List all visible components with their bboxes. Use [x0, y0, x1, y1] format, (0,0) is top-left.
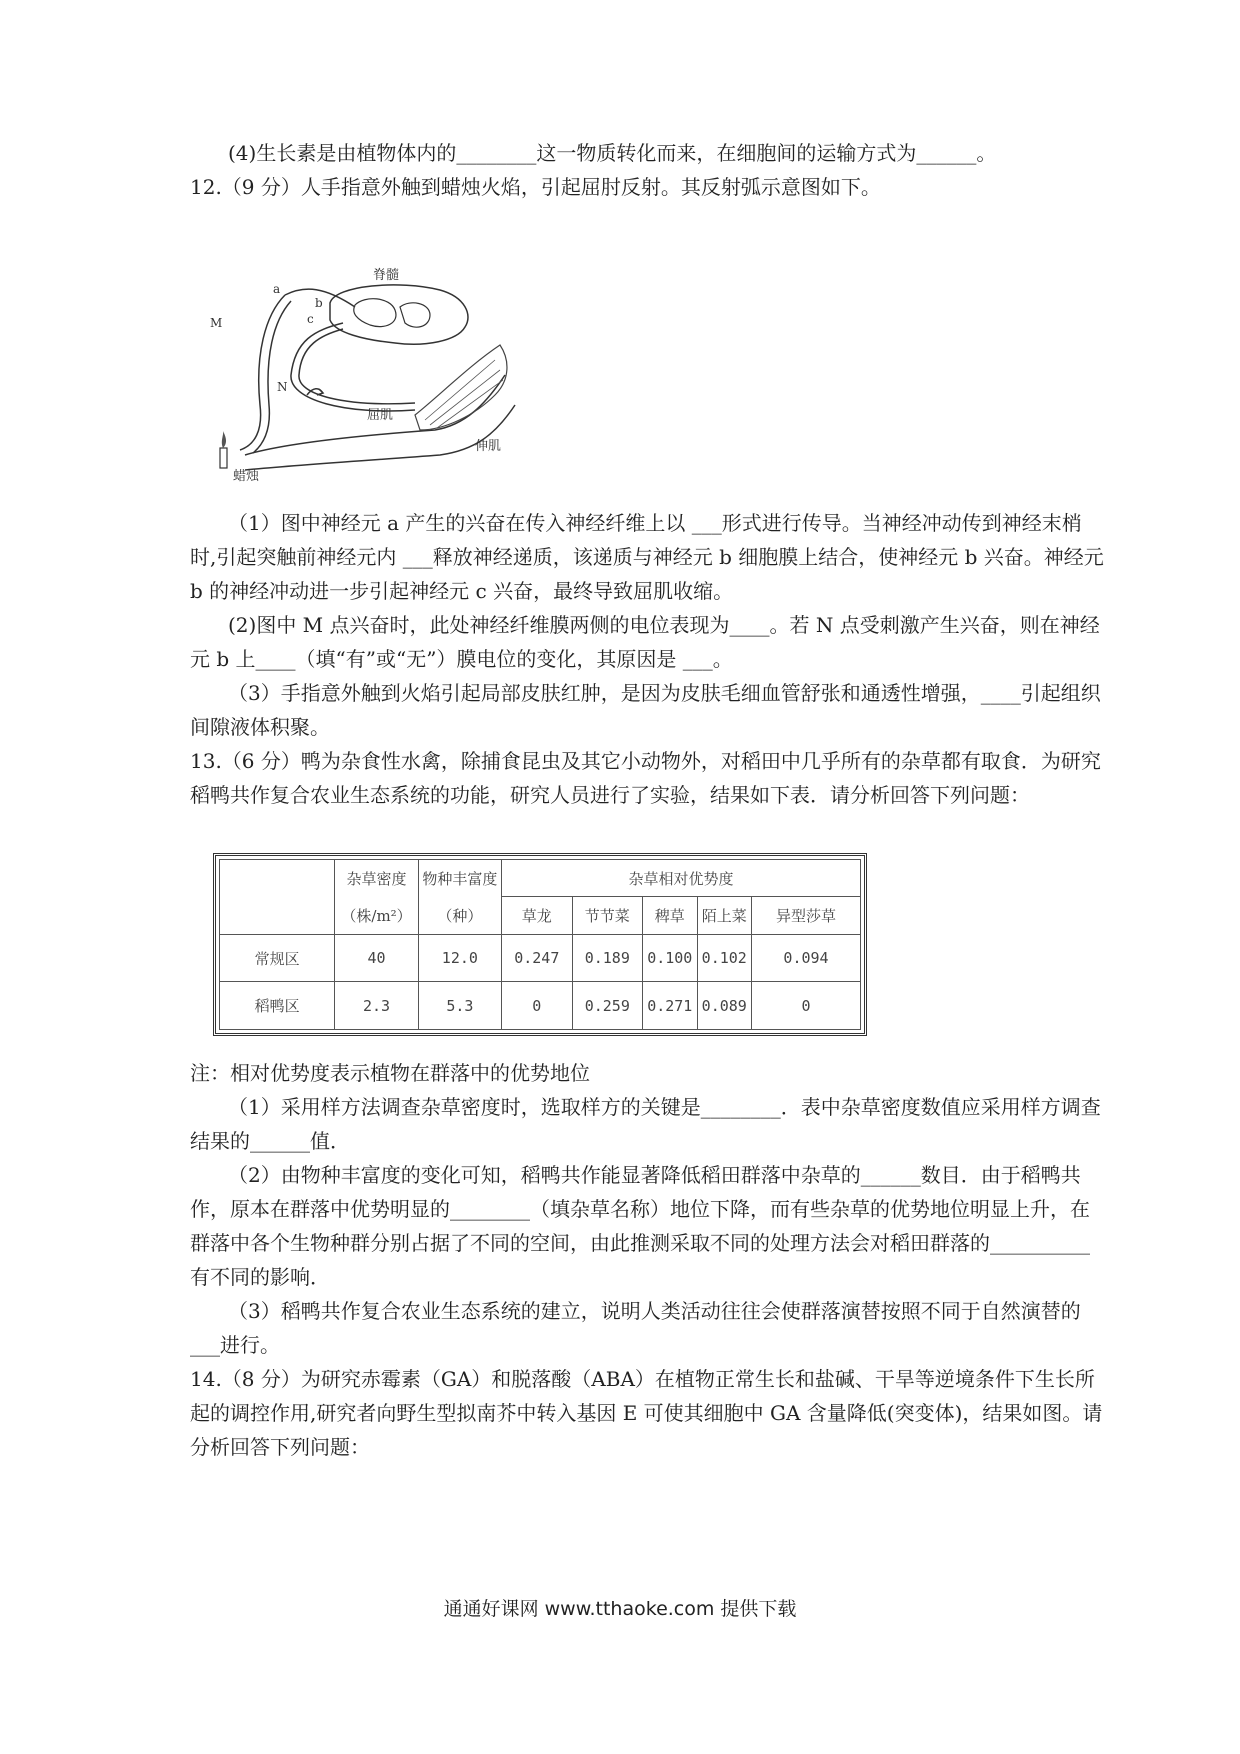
cell-value: 0.089: [697, 982, 751, 1030]
label-flexor: 屈肌: [367, 408, 394, 423]
q11-part4: (4)生长素是由植物体内的________这一物质转化而来，在细胞间的运输方式为______。: [228, 141, 997, 165]
label-a: a: [273, 282, 281, 296]
header-species: 节节菜: [572, 897, 643, 934]
cell-value: 0.100: [643, 934, 697, 982]
header-species: 异型莎草: [752, 897, 861, 934]
header-species: 草龙: [502, 897, 573, 934]
cell-value: 0: [502, 982, 573, 1030]
label-extensor: 伸肌: [475, 439, 502, 454]
label-b: b: [315, 296, 323, 310]
cell-value: 0.271: [643, 982, 697, 1030]
cell-density: 2.3: [335, 982, 418, 1030]
q14-stem: 14.（8 分）为研究赤霉素（GA）和脱落酸（ABA）在植物正常生长和盐碱、干旱等逆境条件下生长所起的调控作用,研究者向野生型拟南芥中转入基因 E 可使其细胞中 GA 含量降低(突变体)，结果如图。请分析回答下列问题：: [190, 1367, 1103, 1459]
header-density-unit: （株/m²）: [335, 897, 418, 934]
cell-value: 0.259: [572, 982, 643, 1030]
reflex-arc-figure: [210, 265, 565, 485]
cell-value: 0: [752, 982, 861, 1030]
label-spinal-cord: 脊髓: [373, 268, 400, 283]
q13-note: 注：相对优势度表示植物在群落中的优势地位: [190, 1061, 590, 1085]
label-N: N: [277, 380, 288, 394]
weed-table: [213, 853, 867, 1036]
table-row: [220, 934, 861, 982]
label-M: M: [210, 316, 223, 330]
header-species: 稗草: [643, 897, 697, 934]
cell-value: 0.247: [502, 934, 573, 982]
header-richness: 物种丰富度: [418, 860, 501, 897]
label-c: c: [307, 312, 314, 326]
q13-part3: （3）稻鸭共作复合农业生态系统的建立，说明人类活动往往会使群落演替按照不同于自然演替的 ___进行。: [190, 1299, 1081, 1357]
header-density: 杂草密度: [335, 860, 418, 897]
q12-part2: (2)图中 M 点兴奋时，此处神经纤维膜两侧的电位表现为____。若 N 点受刺激产生兴奋，则在神经元 b 上____（填“有”或“无”）膜电位的变化，其原因是 ___。: [190, 613, 1100, 671]
cell-richness: 12.0: [418, 934, 501, 982]
q12-part1: （1）图中神经元 a 产生的兴奋在传入神经纤维上以 ___形式进行传导。当神经冲动传到神经末梢时,引起突触前神经元内 ___释放神经递质，该递质与神经元 b 细胞膜上结合，使神经元 b 兴奋。神经元 b 的神经冲动进一步引起神经元 c 兴奋，最终导致屈肌收缩。: [190, 511, 1104, 603]
cell-value: 0.189: [572, 934, 643, 982]
header-relative-dominance: 杂草相对优势度: [502, 860, 861, 897]
q12-part3: （3）手指意外触到火焰引起局部皮肤红肿，是因为皮肤毛细血管舒张和通透性增强，____引起组织间隙液体积聚。: [190, 681, 1101, 739]
cell-value: 0.102: [697, 934, 751, 982]
cell-density: 40: [335, 934, 418, 982]
header-richness-unit: （种）: [418, 897, 501, 934]
table-row: [220, 982, 861, 1030]
header-species: 陌上菜: [697, 897, 751, 934]
row-name: 常规区: [220, 934, 335, 982]
q13-part1: （1）采用样方法调查杂草密度时，选取样方的关键是________．表中杂草密度数值应采用样方调查结果的______值．: [190, 1095, 1101, 1153]
q12-stem: 12.（9 分）人手指意外触到蜡烛火焰，引起屈肘反射。其反射弧示意图如下。: [190, 175, 881, 199]
q13-part2: （2）由物种丰富度的变化可知，稻鸭共作能显著降低稻田群落中杂草的______数目．由于稻鸭共作，原本在群落中优势明显的________（填杂草名称）地位下降，而有些杂草的优势地位明显上升，在群落中各个生物种群分别占据了不同的空间，由此推测采取不同的处理方法会对稻田群落的__________有不同的影响．: [190, 1163, 1090, 1289]
table-corner-cell: [220, 860, 335, 935]
label-candle: 蜡烛: [233, 469, 260, 484]
footer-source: 通通好课网 www.tthaoke.com 提供下载: [443, 1598, 797, 1620]
cell-richness: 5.3: [418, 982, 501, 1030]
cell-value: 0.094: [752, 934, 861, 982]
row-name: 稻鸭区: [220, 982, 335, 1030]
q13-stem: 13.（6 分）鸭为杂食性水禽，除捕食昆虫及其它小动物外，对稻田中几乎所有的杂草都有取食．为研究稻鸭共作复合农业生态系统的功能，研究人员进行了实验，结果如下表．请分析回答下列问题：: [190, 749, 1101, 807]
